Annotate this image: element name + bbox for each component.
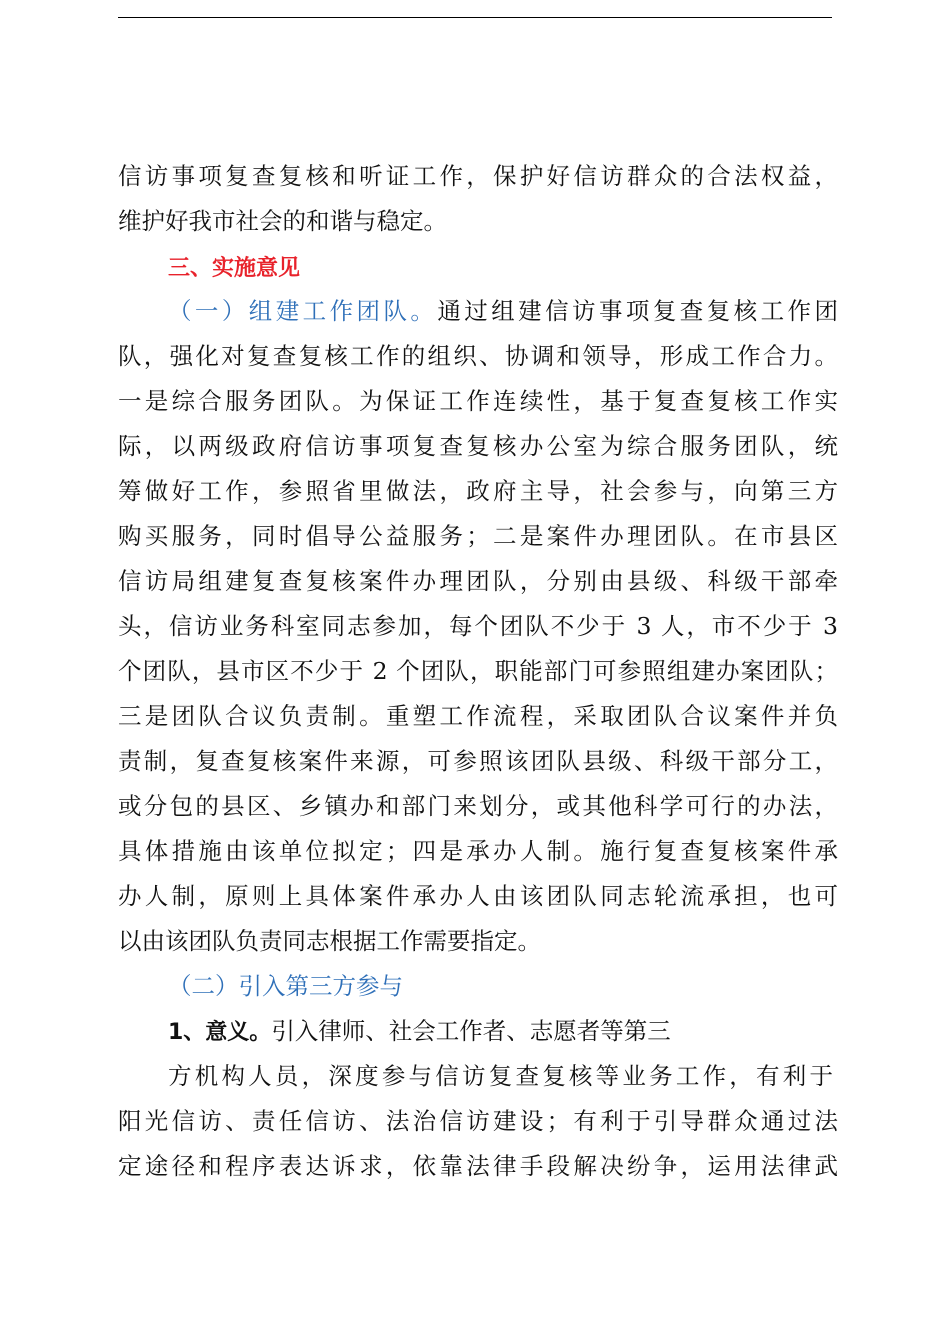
paragraph-line: 具体措施由该单位拟定；四是承办人制。施行复查复核案件承 — [118, 837, 838, 865]
paragraph-line: 定途径和程序表达诉求，依靠法律手段解决纷争，运用法律武 — [118, 1152, 838, 1180]
paragraph-line: 际，以两级政府信访事项复查复核办公室为综合服务团队，统 — [118, 432, 838, 460]
paragraph-line: 办人制，原则上具体案件承办人由该团队同志轮流承担，也可 — [118, 882, 838, 910]
point-line — [168, 1011, 838, 1051]
paragraph-line: 以由该团队负责同志根据工作需要指定。 — [118, 927, 541, 955]
point-title: 1、意义。 — [168, 1020, 272, 1045]
paragraph-line: 一是综合服务团队。为保证工作连续性，基于复查复核工作实 — [118, 387, 838, 415]
paragraph-line: 个团队，县市区不少于 2 个团队，职能部门可参照组建办案团队； — [118, 657, 838, 685]
point-lead: 引入律师、社会工作者、志愿者等第三 — [271, 1017, 671, 1045]
section-heading — [168, 247, 368, 287]
subsection-title: （一）组建工作团队。 — [168, 297, 438, 325]
paragraph-line: 信访事项复查复核和听证工作，保护好信访群众的合法权益， — [118, 162, 838, 190]
paragraph-line: 头，信访业务科室同志参加，每个团队不少于 3 人，市不少于 3 — [118, 612, 838, 640]
paragraph-line: 方机构人员，深度参与信访复查复核等业务工作，有利于 — [168, 1062, 833, 1090]
paragraph-line: 阳光信访、责任信访、法治信访建设；有利于引导群众通过法 — [118, 1107, 838, 1135]
paragraph-line: 筹做好工作，参照省里做法，政府主导，社会参与，向第三方 — [118, 477, 838, 505]
subsection-lead: 通过组建信访事项复查复核工作团 — [437, 297, 838, 325]
section-title: 三、实施意见 — [168, 256, 301, 281]
paragraph-line: 维护好我市社会的和谐与稳定。 — [118, 207, 447, 235]
header-rule — [118, 17, 832, 18]
subsection-line — [168, 291, 838, 331]
paragraph-line: 或分包的县区、乡镇办和部门来划分，或其他科学可行的办法， — [118, 792, 838, 820]
paragraph-line: 三是团队合议负责制。重塑工作流程，采取团队合议案件并负 — [118, 702, 838, 730]
paragraph-line: 信访局组建复查复核案件办理团队，分别由县级、科级干部牵 — [118, 567, 838, 595]
subsection-heading — [168, 966, 568, 1006]
subsection-title: （二）引入第三方参与 — [168, 972, 403, 1000]
paragraph-line: 队，强化对复查复核工作的组织、协调和领导，形成工作合力。 — [118, 342, 838, 370]
paragraph-line: 购买服务，同时倡导公益服务；二是案件办理团队。在市县区 — [118, 522, 838, 550]
paragraph-line: 责制，复查复核案件来源，可参照该团队县级、科级干部分工， — [118, 747, 838, 775]
